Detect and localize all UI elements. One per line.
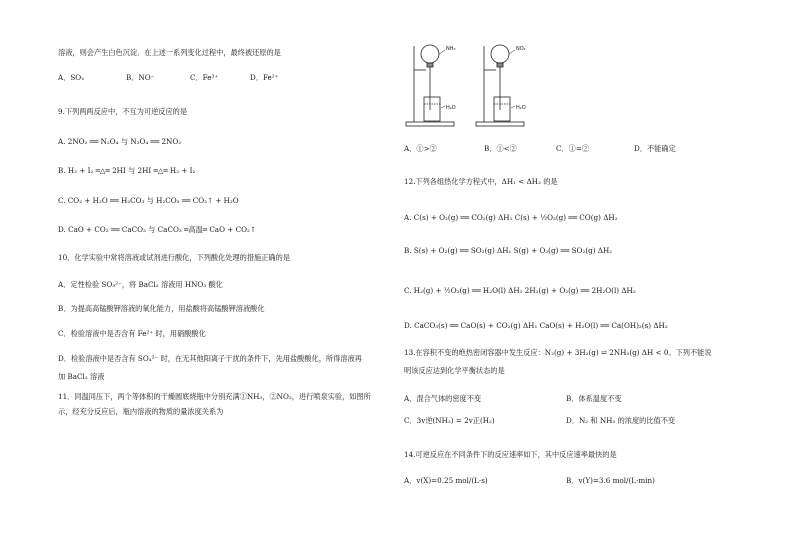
q13-option-a: A．混合气体的密度不变: [404, 394, 482, 403]
q14-option-a: A．v(X)=0.25 mol/(L·s): [404, 476, 488, 485]
label-water-2: H₂O: [516, 105, 526, 111]
q9-option-d: D. CaO + CO₂ ══ CaCO₃ 与 CaCO₃ ═高温═ CaO + CO₂↑: [58, 225, 256, 234]
q13-line2: 明该反应达到化学平衡状态的是: [404, 366, 505, 375]
q10-option-a: A．定性检验 SO₃²⁻，将 BaCl₂ 溶液用 HNO₃ 酸化: [58, 280, 223, 289]
beaker-1: [424, 97, 440, 121]
beaker-2: [494, 97, 510, 121]
q12-option-c: C. H₂(g) + ½O₂(g) ══ H₂O(l) ΔH₁ 2H₂(g) + O₂(g) ══ 2H₂O(l) ΔH₂: [404, 286, 636, 295]
q10-option-d-line2: 加 BaCl₂ 溶液: [58, 372, 105, 381]
q13-option-d: D．N₂ 和 NH₃ 的浓度的比值不变: [566, 416, 676, 425]
flask-1: [421, 45, 439, 63]
q9-stem: 9.下列两两反应中，不互为可逆反应的是: [58, 107, 188, 116]
fountain-apparatus-figure: [404, 42, 554, 132]
q13-line1: 13.在容积不变的绝热密闭容器中发生反应：N₂(g) + 3H₂(g) ⇌ 2NH₃(g) ΔH < 0。下列不能说: [404, 348, 712, 357]
q14-option-b: B．v(Y)=3.6 mol/(L·min): [566, 476, 655, 485]
q11-line1: 11．同温同压下，两个等体积的干燥圆底烧瓶中分别充满①NH₃，②NO₂，进行喷泉实验，如图所: [58, 392, 371, 401]
q10-option-d-line1: D．检验溶液中是否含有 SO₄²⁻ 时，在无其他阳离子干扰的条件下，先用盐酸酸化，所得溶液再: [58, 354, 362, 363]
q12-option-b: B. S(s) + O₂(g) ══ SO₂(g) ΔH₁ S(g) + O₂(g) ══ SO₂(g) ΔH₂: [404, 246, 613, 255]
q9-option-b: B. H₂ + I₂ ═△═ 2HI 与 2HI ═△═ H₂ + I₂: [58, 166, 196, 175]
label-no2: NO₂: [516, 46, 526, 52]
q11-option-c: C．①=②: [556, 144, 590, 153]
q13-option-b: B．体系温度不变: [566, 394, 622, 403]
q14-stem: 14.可逆反应在不同条件下的反应速率如下，其中反应速率最快的是: [404, 450, 617, 459]
q8-option-b: B．NO⁻: [126, 73, 155, 82]
q10-option-b: B．为提高高锰酸钾溶液的氧化能力，用盐酸将高锰酸钾溶液酸化: [58, 304, 265, 313]
q10-stem: 10．化学实验中常将溶液或试剂进行酸化，下列酸化处理的措施正确的是: [58, 253, 290, 262]
q11-option-a: A．①>②: [404, 144, 437, 153]
q8-option-c: C．Fe³⁺: [190, 73, 219, 82]
q11-option-b: B．①<②: [484, 144, 517, 153]
q12-stem: 12.下列各组热化学方程式中，ΔH₁ < ΔH₂ 的是: [404, 177, 558, 186]
q10-option-c: C．检验溶液中是否含有 Fe²⁺ 时，用硝酸酸化: [58, 329, 206, 338]
label-water-1: H₂O: [446, 105, 456, 111]
q9-option-c: C. CO₂ + H₂O ══ H₂CO₃ 与 H₂CO₃ ══ CO₂↑ + H₂O: [58, 196, 239, 205]
q8-tail: 溶液，则会产生白色沉淀．在上述一系列变化过程中，最终被还原的是: [58, 48, 281, 57]
q9-option-a: A. 2NO₂ ══ N₂O₄ 与 N₂O₄ ══ 2NO₂: [58, 137, 182, 146]
stand-base-1: [406, 122, 454, 126]
label-nh3: NH₃: [446, 46, 456, 52]
stand-base-2: [476, 122, 524, 126]
flask-2: [491, 45, 509, 63]
q11-line2: 示，经充分反应后，瓶内溶液的物质的量浓度关系为: [58, 407, 224, 416]
q13-option-c: C．3v逆(NH₃) = 2v正(H₂): [404, 416, 495, 425]
q8-option-d: D．Fe²⁺: [250, 73, 279, 82]
q11-option-d: D．不能确定: [634, 144, 676, 153]
q12-option-a: A. C(s) + O₂(g) ══ CO₂(g) ΔH₁ C(s) + ½O₂(g) ══ CO(g) ΔH₂: [404, 213, 618, 222]
q8-option-a: A．SO₂: [58, 73, 85, 82]
q12-option-d: D. CaCO₃(s) ══ CaO(s) + CO₂(g) ΔH₁ CaO(s) + H₂O(l) ══ Ca(OH)₂(s) ΔH₂: [404, 321, 668, 330]
